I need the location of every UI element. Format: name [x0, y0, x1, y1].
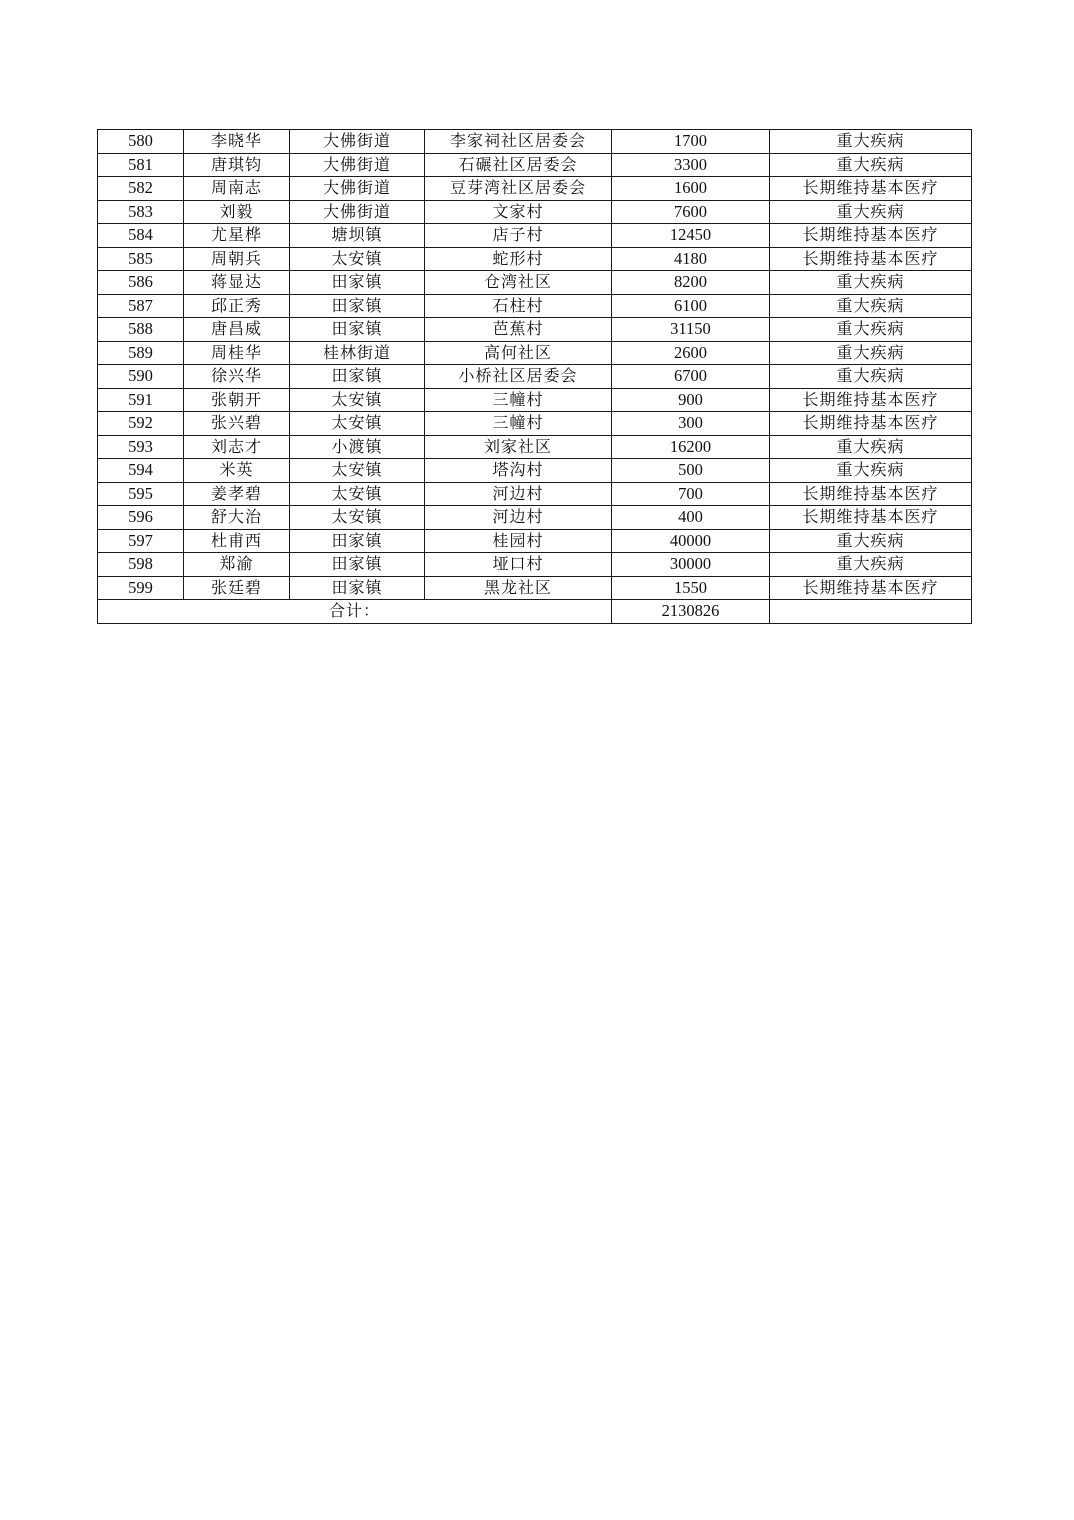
cell-amount: 900 — [612, 388, 770, 412]
cell-category: 重大疾病 — [770, 271, 972, 295]
table-row — [98, 247, 972, 271]
cell-street: 田家镇 — [290, 365, 425, 389]
cell-village: 刘家社区 — [425, 435, 612, 459]
table-row — [98, 459, 972, 483]
cell-no: 580 — [98, 130, 184, 154]
cell-name: 尤星桦 — [184, 224, 290, 248]
cell-village: 文家村 — [425, 200, 612, 224]
cell-no: 592 — [98, 412, 184, 436]
cell-village: 豆芽湾社区居委会 — [425, 177, 612, 201]
cell-name: 唐昌威 — [184, 318, 290, 342]
cell-village: 高何社区 — [425, 341, 612, 365]
cell-category: 重大疾病 — [770, 365, 972, 389]
cell-street: 田家镇 — [290, 529, 425, 553]
cell-village: 石柱村 — [425, 294, 612, 318]
cell-name: 张廷碧 — [184, 576, 290, 600]
cell-no: 582 — [98, 177, 184, 201]
cell-category: 重大疾病 — [770, 341, 972, 365]
cell-category: 长期维持基本医疗 — [770, 412, 972, 436]
cell-village: 桂园村 — [425, 529, 612, 553]
cell-category: 长期维持基本医疗 — [770, 482, 972, 506]
cell-amount: 2600 — [612, 341, 770, 365]
cell-street: 塘坝镇 — [290, 224, 425, 248]
cell-category: 重大疾病 — [770, 200, 972, 224]
table-row — [98, 130, 972, 154]
cell-street: 田家镇 — [290, 271, 425, 295]
cell-name: 刘志才 — [184, 435, 290, 459]
cell-street: 大佛街道 — [290, 200, 425, 224]
cell-no: 587 — [98, 294, 184, 318]
cell-amount: 400 — [612, 506, 770, 530]
cell-village: 小桥社区居委会 — [425, 365, 612, 389]
cell-no: 589 — [98, 341, 184, 365]
table-row — [98, 435, 972, 459]
cell-street: 田家镇 — [290, 294, 425, 318]
cell-category: 重大疾病 — [770, 459, 972, 483]
cell-amount: 6700 — [612, 365, 770, 389]
total-category — [770, 600, 972, 624]
total-amount: 2130826 — [612, 600, 770, 624]
cell-village: 三幢村 — [425, 412, 612, 436]
cell-category: 长期维持基本医疗 — [770, 224, 972, 248]
cell-street: 大佛街道 — [290, 177, 425, 201]
table-row — [98, 341, 972, 365]
cell-name: 周南志 — [184, 177, 290, 201]
cell-no: 598 — [98, 553, 184, 577]
cell-village: 石碾社区居委会 — [425, 153, 612, 177]
cell-amount: 500 — [612, 459, 770, 483]
cell-no: 591 — [98, 388, 184, 412]
cell-name: 杜甫西 — [184, 529, 290, 553]
table-row — [98, 506, 972, 530]
cell-street: 田家镇 — [290, 318, 425, 342]
cell-amount: 3300 — [612, 153, 770, 177]
table-row — [98, 553, 972, 577]
cell-amount: 1600 — [612, 177, 770, 201]
total-label: 合计： — [98, 600, 612, 624]
cell-category: 重大疾病 — [770, 318, 972, 342]
cell-village: 李家祠社区居委会 — [425, 130, 612, 154]
cell-name: 李晓华 — [184, 130, 290, 154]
cell-no: 594 — [98, 459, 184, 483]
medical-aid-table — [97, 129, 972, 624]
cell-amount: 12450 — [612, 224, 770, 248]
cell-amount: 1700 — [612, 130, 770, 154]
cell-village: 仓湾社区 — [425, 271, 612, 295]
table-row — [98, 482, 972, 506]
cell-category: 长期维持基本医疗 — [770, 388, 972, 412]
cell-no: 595 — [98, 482, 184, 506]
cell-street: 太安镇 — [290, 459, 425, 483]
cell-name: 蒋显达 — [184, 271, 290, 295]
table-row — [98, 177, 972, 201]
table-row — [98, 294, 972, 318]
cell-category: 重大疾病 — [770, 294, 972, 318]
table-row — [98, 224, 972, 248]
cell-name: 张朝开 — [184, 388, 290, 412]
cell-village: 三幢村 — [425, 388, 612, 412]
cell-street: 太安镇 — [290, 388, 425, 412]
cell-category: 重大疾病 — [770, 153, 972, 177]
cell-village: 河边村 — [425, 482, 612, 506]
cell-amount: 8200 — [612, 271, 770, 295]
cell-name: 张兴碧 — [184, 412, 290, 436]
cell-amount: 40000 — [612, 529, 770, 553]
cell-no: 596 — [98, 506, 184, 530]
cell-category: 长期维持基本医疗 — [770, 506, 972, 530]
cell-name: 刘毅 — [184, 200, 290, 224]
cell-street: 大佛街道 — [290, 153, 425, 177]
cell-village: 黑龙社区 — [425, 576, 612, 600]
cell-village: 河边村 — [425, 506, 612, 530]
cell-amount: 300 — [612, 412, 770, 436]
cell-no: 586 — [98, 271, 184, 295]
cell-village: 蛇形村 — [425, 247, 612, 271]
table-row — [98, 153, 972, 177]
cell-name: 徐兴华 — [184, 365, 290, 389]
cell-no: 583 — [98, 200, 184, 224]
cell-category: 长期维持基本医疗 — [770, 177, 972, 201]
cell-no: 581 — [98, 153, 184, 177]
cell-name: 周桂华 — [184, 341, 290, 365]
cell-amount: 31150 — [612, 318, 770, 342]
cell-name: 唐琪钧 — [184, 153, 290, 177]
cell-category: 重大疾病 — [770, 130, 972, 154]
cell-no: 584 — [98, 224, 184, 248]
cell-name: 姜孝碧 — [184, 482, 290, 506]
table-row — [98, 271, 972, 295]
table-row — [98, 576, 972, 600]
cell-name: 邱正秀 — [184, 294, 290, 318]
cell-no: 588 — [98, 318, 184, 342]
cell-amount: 4180 — [612, 247, 770, 271]
table-row — [98, 365, 972, 389]
cell-street: 田家镇 — [290, 553, 425, 577]
table-row — [98, 388, 972, 412]
total-row — [98, 600, 972, 624]
table-row — [98, 529, 972, 553]
cell-category: 重大疾病 — [770, 553, 972, 577]
cell-village: 店子村 — [425, 224, 612, 248]
cell-street: 太安镇 — [290, 247, 425, 271]
cell-category: 重大疾病 — [770, 435, 972, 459]
cell-name: 郑渝 — [184, 553, 290, 577]
cell-name: 周朝兵 — [184, 247, 290, 271]
cell-amount: 700 — [612, 482, 770, 506]
cell-street: 太安镇 — [290, 412, 425, 436]
cell-category: 重大疾病 — [770, 529, 972, 553]
cell-amount: 6100 — [612, 294, 770, 318]
table-body — [98, 130, 972, 600]
cell-no: 593 — [98, 435, 184, 459]
cell-village: 芭蕉村 — [425, 318, 612, 342]
cell-category: 长期维持基本医疗 — [770, 247, 972, 271]
cell-amount: 1550 — [612, 576, 770, 600]
cell-category: 长期维持基本医疗 — [770, 576, 972, 600]
cell-street: 田家镇 — [290, 576, 425, 600]
cell-street: 太安镇 — [290, 506, 425, 530]
cell-name: 米英 — [184, 459, 290, 483]
cell-name: 舒大治 — [184, 506, 290, 530]
table-row — [98, 200, 972, 224]
table-row — [98, 318, 972, 342]
cell-amount: 7600 — [612, 200, 770, 224]
cell-street: 小渡镇 — [290, 435, 425, 459]
cell-street: 太安镇 — [290, 482, 425, 506]
cell-amount: 30000 — [612, 553, 770, 577]
cell-no: 590 — [98, 365, 184, 389]
cell-no: 599 — [98, 576, 184, 600]
cell-village: 垭口村 — [425, 553, 612, 577]
cell-street: 大佛街道 — [290, 130, 425, 154]
cell-village: 塔沟村 — [425, 459, 612, 483]
cell-amount: 16200 — [612, 435, 770, 459]
cell-street: 桂林街道 — [290, 341, 425, 365]
cell-no: 597 — [98, 529, 184, 553]
table-row — [98, 412, 972, 436]
cell-no: 585 — [98, 247, 184, 271]
